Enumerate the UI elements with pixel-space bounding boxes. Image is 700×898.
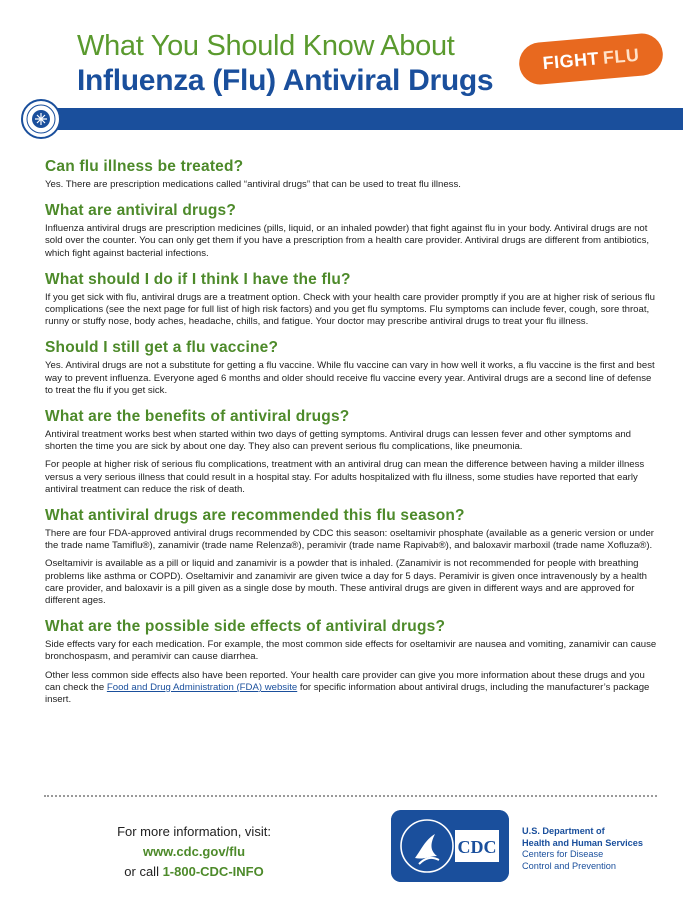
section-paragraph: Oseltamivir is available as a pill or liquid and zanamivir is a powder that is inhaled. (Zanamivir is not recommended for people with breathing problems like asthma or COPD). Oseltamivir and zanamivir are given twice a day for 5 days. Peramivir is given once intravenously by a health care provider, and baloxavir is a pill given as a single dose by mouth. These antiviral drugs are given in different ways and are approved for different ages. [45,558,647,607]
call-prefix: or call [124,864,163,879]
header-bar [53,108,683,130]
section-paragraph: If you get sick with flu, antiviral drugs are a treatment option. Check with your health care provider promptly if you are at higher risk of serious flu complications (see the next page for full list of high risk factors) and you get flu symptoms. Flu symptoms can include fever, cough, sore throat, runny or stuffy nose, body aches, headache, chills, and fatigue. Your doctor may prescribe antiviral drugs to treat your flu illness. [45,291,656,328]
section-paragraph: Antiviral treatment works best when started within two days of getting symptoms. Antiviral drugs can lessen fever and other symptoms and shorten the time you are sick by about one day. They also can prevent serious flu complications, like pneumonia. [45,429,632,453]
hhs-seal-icon [21,99,61,139]
text-before-link: Other less common side effects also have been reported. Your health care provider can give you more information about these drugs and you can check the [45,669,645,693]
cdc-logo-text: CDC [457,837,497,857]
section-heading: Should I still get a flu vaccine? [45,339,279,357]
footer-divider [44,795,657,797]
title-line-1: What You Should Know About [77,30,455,62]
text-after-link: for specific information about antiviral drugs, including the manufacturer’s package insert. [45,681,650,706]
badge-flu-text: FLU [602,44,641,68]
section-what-are-antivirals [45,202,657,260]
fda-website-link[interactable]: Food and Drug Administration (FDA) website [106,681,298,693]
section-paragraph: Influenza antiviral drugs are prescription medicines (pills, liquid, or an inhaled powder) that fight against flu in your body. Antiviral drugs are not sold over the counter. You can only get them if you have a prescription from a health care provider. Antiviral drugs are different from antibiotics, which fight against bacterial infections. [45,223,650,259]
cdc-department-text [522,826,643,872]
section-vaccine [45,339,657,397]
section-paragraph: There are four FDA-approved antiviral drugs recommended by CDC this season: oseltamivir phosphate (available as a generic version or under the trade name Tamiflu®), zanamivir (trade name Relenza®), peramivir (trade name Rapivab®), and baloxavir marboxil (trade name Xofluza®). [45,528,654,552]
cdc-flu-url[interactable]: www.cdc.gov/flu [142,844,246,859]
section-heading: What are antiviral drugs? [45,202,237,220]
cdc-phone: 1-800-CDC-INFO [162,864,264,879]
dept-line-1: U.S. Department of [522,826,605,836]
section-heading: What antiviral drugs are recommended this flu season? [45,507,465,525]
section-heading: What should I do if I think I have the flu? [45,270,351,288]
section-paragraph: For people at higher risk of serious flu complications, treatment with an antiviral drug can mean the difference between having a milder illness versus a very serious illness that could result in a hospital stay. For adults hospitalized with flu illness, some studies have reported that early antiviral treatment can reduce the risk of death. [45,459,645,495]
section-heading: What are the possible side effects of antiviral drugs? [45,618,446,636]
section-recommended-drugs [45,507,657,607]
dept-line-2: Health and Human Services [522,837,644,848]
section-paragraph-with-link [45,670,657,707]
section-side-effects [45,618,657,706]
section-paragraph: Yes. There are prescription medications called “antiviral drugs” that can be used to treat flu illness. [45,179,461,190]
hhs-cdc-logo-icon [391,810,509,882]
dept-line-4: Control and Prevention [522,860,616,871]
call-line [99,862,289,882]
title-line-2: Influenza (Flu) Antiviral Drugs [77,64,494,97]
more-info-label: For more information, visit: [117,824,271,839]
section-heading: Can flu illness be treated? [45,158,244,175]
more-info-block [99,822,289,882]
badge-fight-text: FIGHT [541,47,600,73]
section-paragraph: Yes. Antiviral drugs are not a substitute for getting a flu vaccine. While flu vaccine can vary in how well it works, a flu vaccine is the first and best way to prevent influenza. Everyone aged 6 months and older should receive flu vaccine every year. Antiviral drugs are a second line of defense to treat the flu if you get sick. [45,360,655,396]
section-heading: What are the benefits of antiviral drugs? [45,408,350,426]
section-benefits [45,408,657,496]
dept-line-3: Centers for Disease [522,849,604,860]
fight-flu-badge [517,32,664,86]
section-paragraph: Side effects vary for each medication. For example, the most common side effects for oseltamivir are nausea and vomiting, zanamivir can cause bronchospasm, and peramivir can cause diarrhea. [45,639,657,663]
section-treatable [45,158,657,191]
section-what-to-do [45,271,657,329]
content-body [45,150,657,717]
